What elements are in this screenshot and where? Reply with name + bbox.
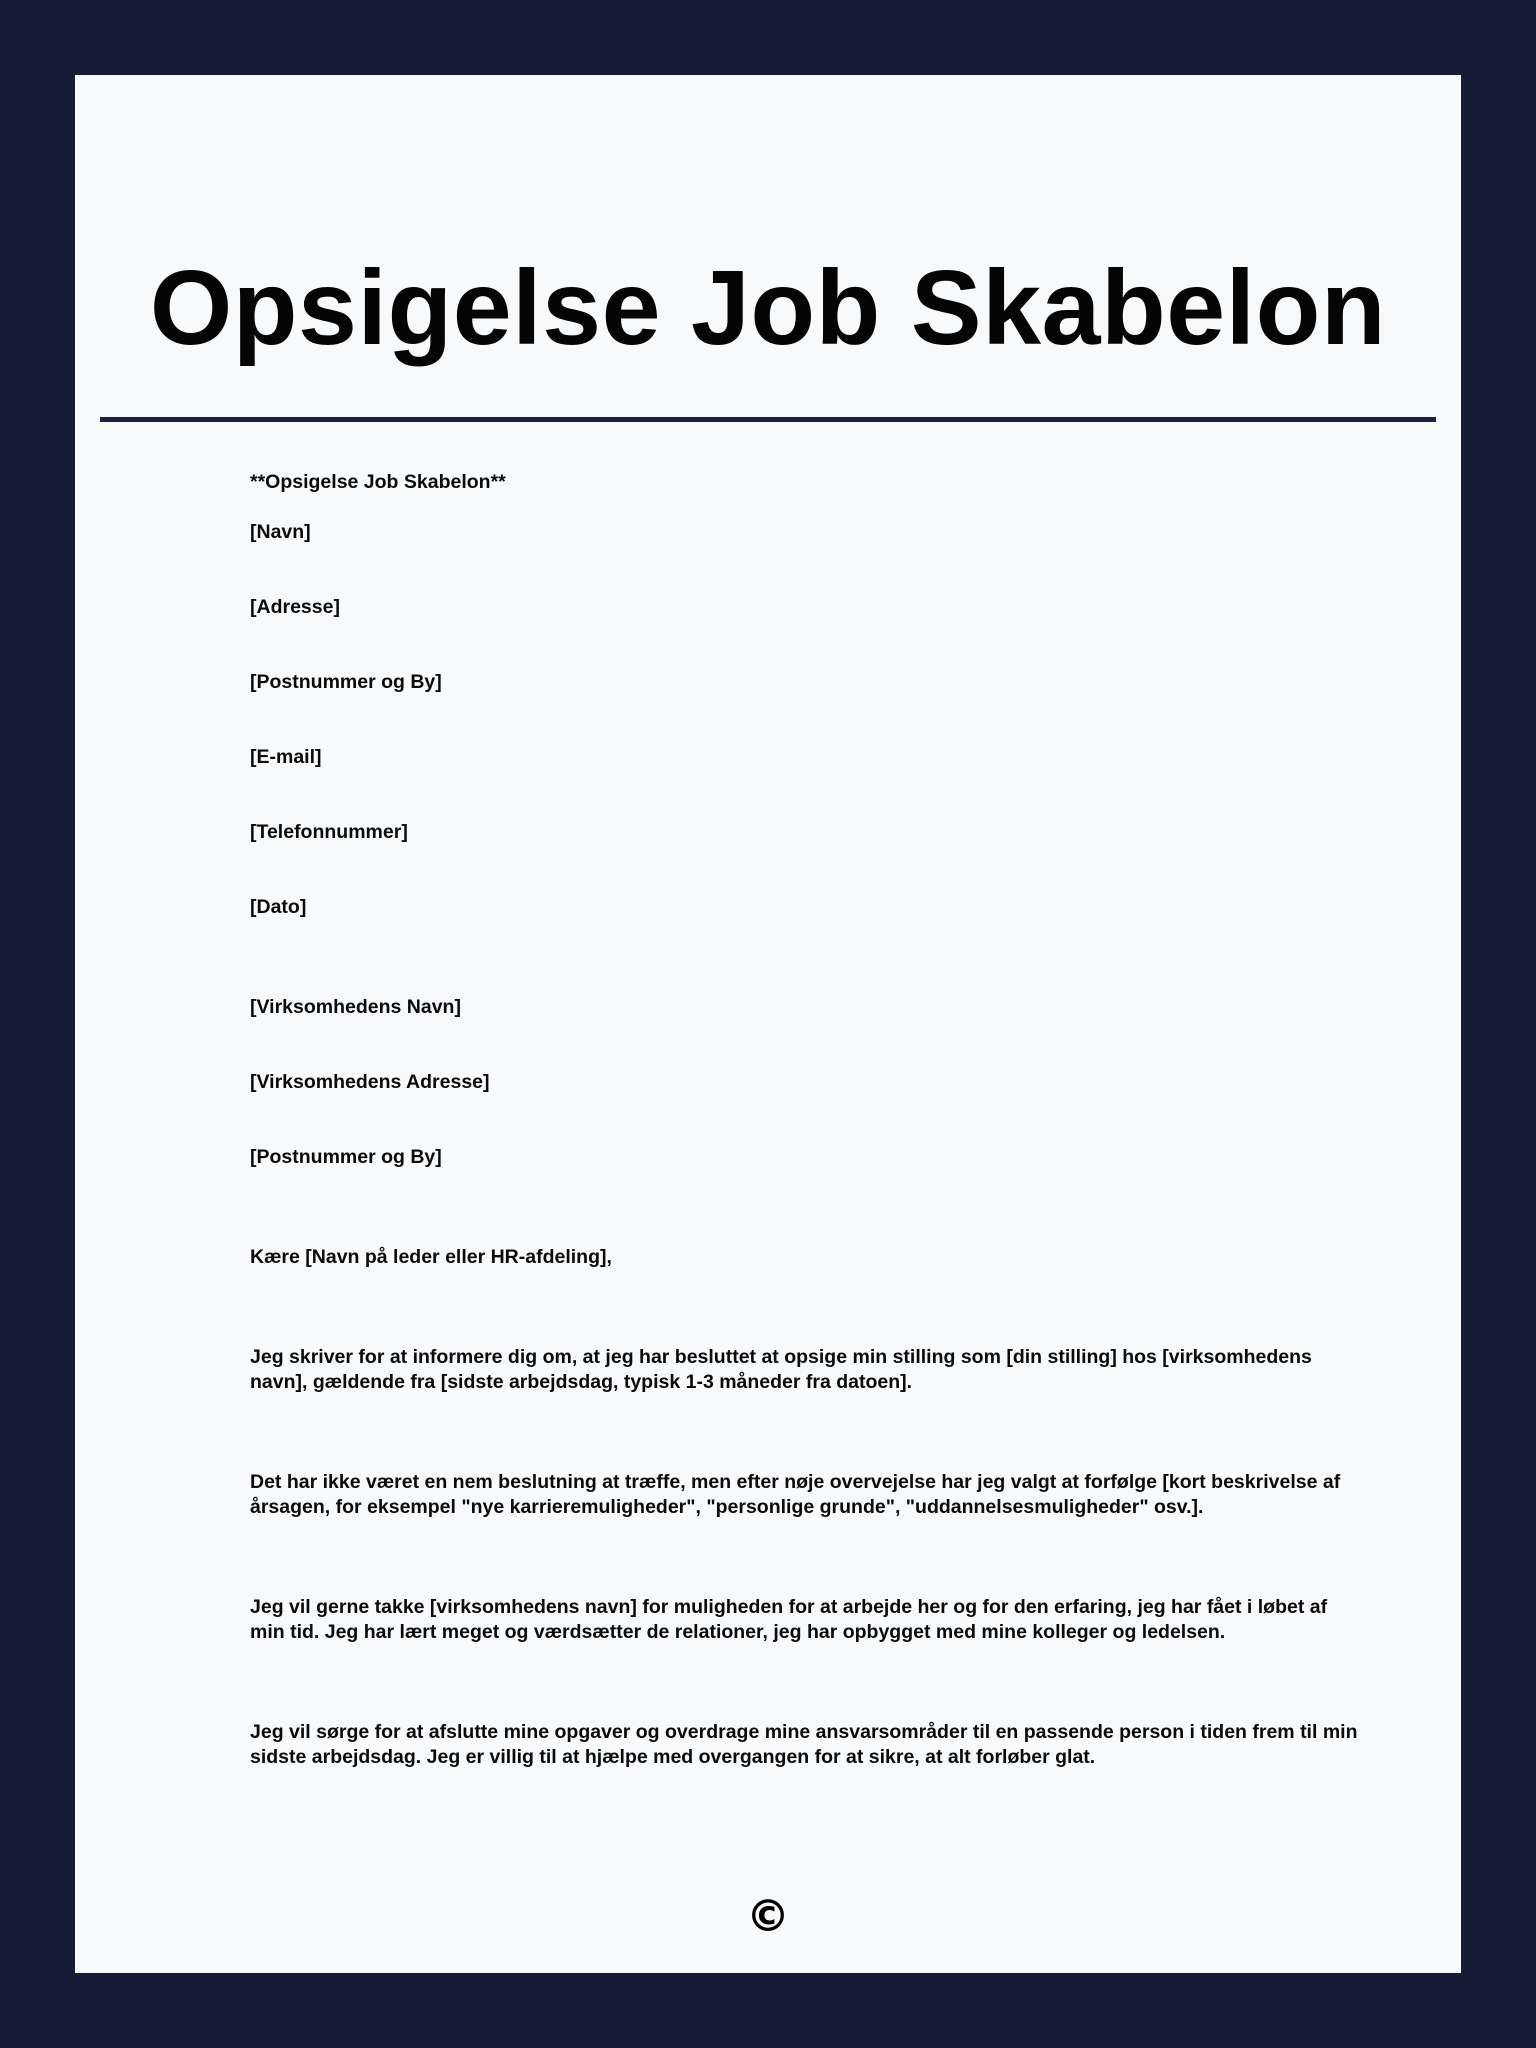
paragraph: Det har ikke været en nem beslutning at træffe, men efter nøje overvejelse har jeg valgt at forfølge [kort beskrivelse af årsagen, for eksempel "nye karrieremuligheder", "personlige grunde", "uddannelsesmuligheder" osv.]. bbox=[250, 1471, 1341, 1518]
sender-email: [E-mail] bbox=[250, 746, 322, 768]
paragraph: Jeg vil gerne takke [virksomhedens navn] for muligheden for at arbejde her og for den erfaring, jeg har fået i løbet af min tid. Jeg har lært meget og værdsætter de relationer, jeg har opbygget med mine kolleger og ledelsen. bbox=[250, 1596, 1328, 1643]
paragraph: Jeg skriver for at informere dig om, at jeg har besluttet at opsige min stilling som [din stilling] hos [virksomhedens navn], gældende fra [sidste arbejdsdag, typisk 1-3 måneder fra datoen]. bbox=[250, 1346, 1312, 1393]
letter-date: [Dato] bbox=[250, 896, 307, 918]
document-page bbox=[75, 75, 1461, 1973]
recipient-company-address: [Virksomhedens Adresse] bbox=[250, 1071, 490, 1093]
letter-body bbox=[250, 470, 1360, 1845]
title-divider bbox=[100, 417, 1436, 422]
letter-heading: **Opsigelse Job Skabelon** bbox=[250, 471, 506, 493]
recipient-postal: [Postnummer og By] bbox=[250, 1146, 442, 1168]
paragraph: Jeg vil sørge for at afslutte mine opgaver og overdrage mine ansvarsområder til en passende person i tiden frem til min sidste arbejdsdag. Jeg er villig til at hjælpe med overgangen for at sikre, at alt forløber glat. bbox=[250, 1721, 1358, 1768]
sender-address: [Adresse] bbox=[250, 596, 340, 618]
sender-phone: [Telefonnummer] bbox=[250, 821, 408, 843]
sender-postal: [Postnummer og By] bbox=[250, 671, 442, 693]
salutation: Kære [Navn på leder eller HR-afdeling], bbox=[250, 1246, 612, 1268]
page-title: Opsigelse Job Skabelon bbox=[149, 249, 1387, 367]
copyright-icon: © bbox=[746, 1891, 790, 1942]
recipient-company-name: [Virksomhedens Navn] bbox=[250, 996, 461, 1018]
sender-name: [Navn] bbox=[250, 521, 311, 543]
